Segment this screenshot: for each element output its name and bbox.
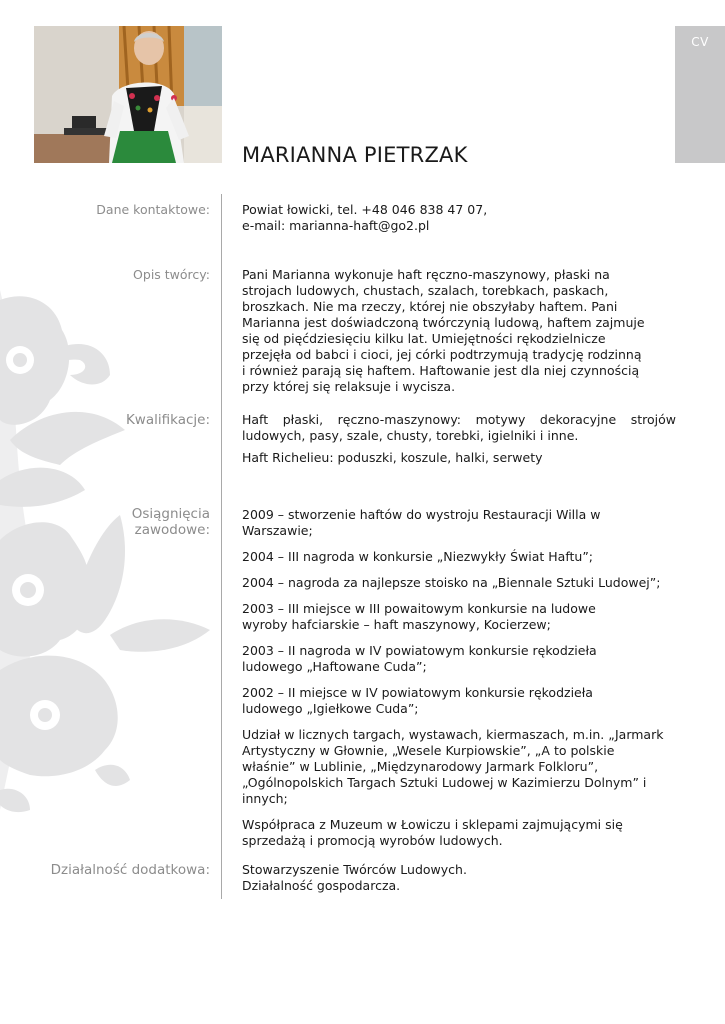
section-qualifications bbox=[242, 412, 676, 466]
section-contact bbox=[242, 202, 676, 234]
achievement-item: Udział w licznych targach, wystawach, kiermaszach, m.in. „Jarmark Artystyczny w Głownie, „Wesele Kurpiowskie”, „A to polskie właśnie” w Lublinie, „Międzynarodowy Jarmark Folkloru”, „Ogólnopolskich Targach Sztuki Ludowej w Kazimierzu Dolnym” i innych; bbox=[242, 727, 664, 806]
achievement-item: 2002 – II miejsce w IV powiatowym konkursie rękodzieła ludowego „Igiełkowe Cuda”; bbox=[242, 685, 593, 716]
qualification-item: Haft płaski, ręczno-maszynowy: motywy dekoracyjne strojów ludowych, pasy, szale, chusty, torebki, igielniki i inne. bbox=[242, 412, 676, 443]
page-title: MARIANNA PIETRZAK bbox=[242, 143, 468, 167]
section-description bbox=[242, 267, 647, 395]
label-contact: Dane kontaktowe: bbox=[96, 202, 210, 217]
description-text: Pani Marianna wykonuje haft ręczno-maszynowy, płaski na strojach ludowych, chustach, szalach, torebkach, paskach, broszkach. Nie ma rzeczy, której nie obszyłaby haftem. Pani Marianna jest doświadczoną twórczynią ludową, haftem zajmuje się od pięćdziesięciu kilku lat. Umiejętności rękodzielnicze przejęła od babci i cioci, jej córki podtrzymują tradycję rodzinną i również parają się haftem. Haftowanie jest dla niej czynnością przy której się relaksuje i wycisza. bbox=[242, 267, 645, 394]
contact-line: e-mail: marianna-haft@go2.pl bbox=[242, 218, 430, 233]
cv-tab bbox=[675, 26, 725, 163]
qualification-item: Haft Richelieu: poduszki, koszule, halki, serwety bbox=[242, 450, 543, 465]
vertical-divider bbox=[221, 194, 222, 899]
extra-line: Działalność gospodarcza. bbox=[242, 878, 401, 893]
achievement-item: 2009 – stworzenie haftów do wystroju Restauracji Willa w Warszawie; bbox=[242, 507, 601, 538]
achievement-item: 2004 – nagroda za najlepsze stoisko na „Biennale Sztuki Ludowej”; bbox=[242, 575, 661, 590]
achievement-item: 2003 – II nagroda w IV powiatowym konkursie rękodzieła ludowego „Haftowane Cuda”; bbox=[242, 643, 597, 674]
portrait-photo-icon bbox=[34, 26, 222, 163]
label-qualifications: Kwalifikacje: bbox=[125, 412, 210, 428]
label-achievements-line1: Osiągnięcia bbox=[131, 506, 210, 522]
section-achievements bbox=[242, 507, 667, 859]
achievement-item: 2004 – III nagroda w konkursie „Niezwykły Świat Haftu”; bbox=[242, 549, 594, 564]
folk-papercut-motif-icon bbox=[0, 290, 230, 830]
contact-line: Powiat łowicki, tel. +48 046 838 47 07, bbox=[242, 202, 488, 217]
label-extra-activity: Działalność dodatkowa: bbox=[50, 862, 210, 878]
achievement-item: 2003 – III miejsce w III powaitowym konkursie na ludowe wyroby hafciarskie – haft maszynowy, Kocierzew; bbox=[242, 601, 596, 632]
cv-tab-label: CV bbox=[691, 35, 709, 49]
extra-line: Stowarzyszenie Twórców Ludowych. bbox=[242, 862, 467, 877]
label-achievements bbox=[132, 506, 210, 538]
section-extra-activity bbox=[242, 862, 676, 894]
label-achievements-line2: zawodowe: bbox=[134, 522, 210, 538]
label-description: Opis twórcy: bbox=[133, 267, 210, 282]
achievement-item: Współpraca z Muzeum w Łowiczu i sklepami zajmującymi się sprzedażą i promocją wyrobów ludowych. bbox=[242, 817, 623, 848]
